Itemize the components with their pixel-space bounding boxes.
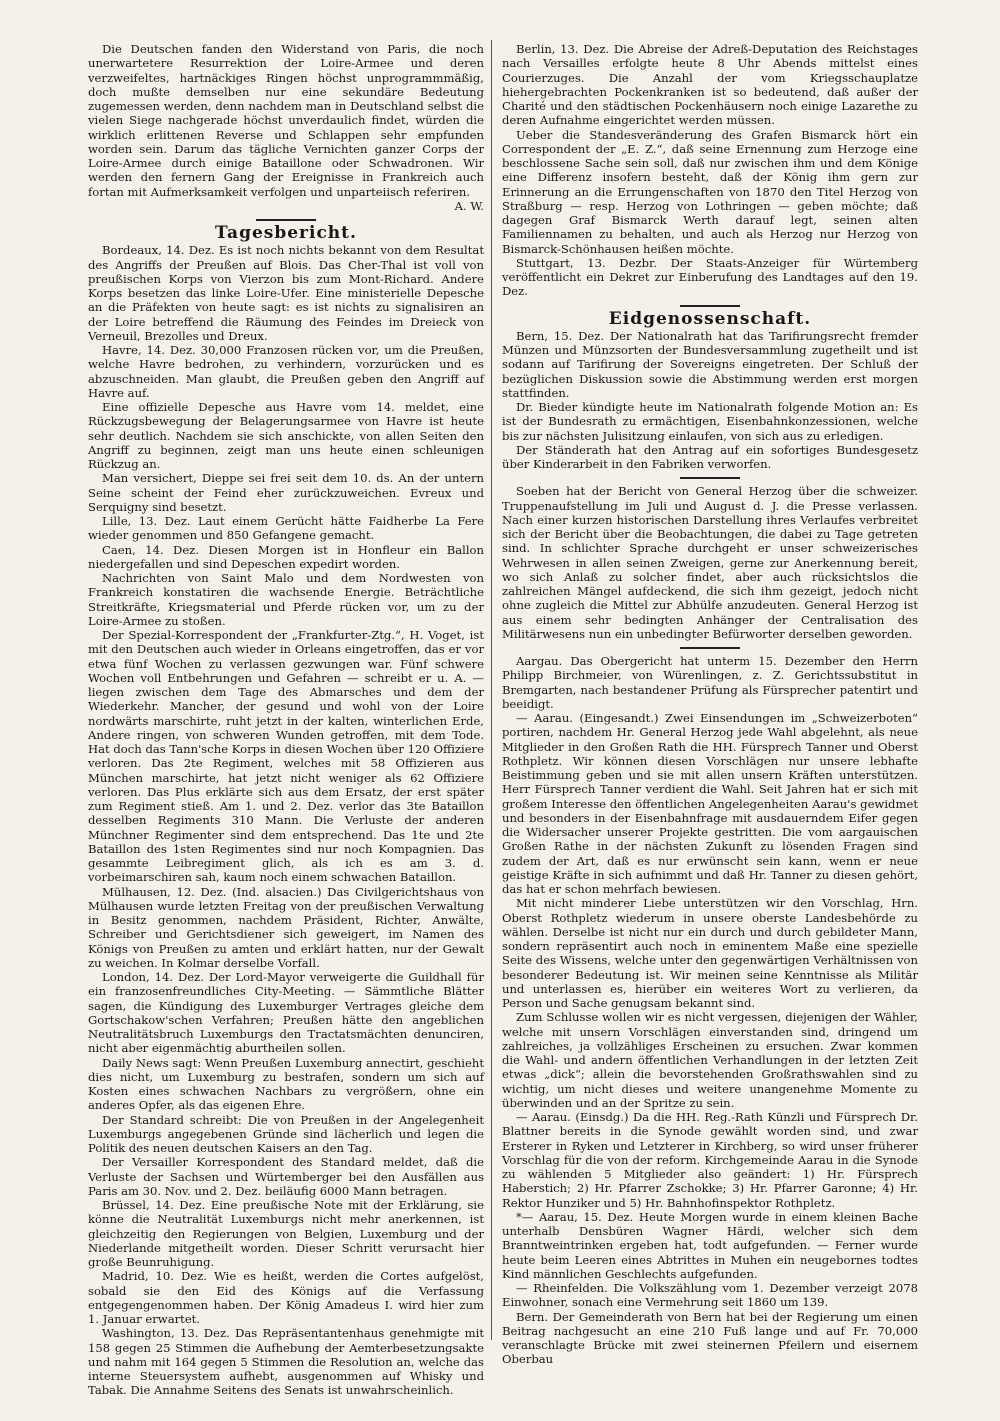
news-paragraph: Stuttgart, 13. Dezbr. Der Staats-Anzeiger für Würtemberg veröffentlicht ein Dekret zur Einberufung des Landtages auf den 19. Dez. bbox=[502, 255, 918, 299]
news-paragraph: Caen, 14. Dez. Diesen Morgen ist in Honfleur ein Ballon niedergefallen und sind Depeschen expedirt worden. bbox=[88, 542, 484, 571]
section-separator bbox=[680, 647, 740, 649]
intro-paragraph: Die Deutschen fanden den Widerstand von Paris, die noch unerwartetere Resurrektion der Loire-Armee und deren verzweifeltes, hartnäckiges Ringen höchst unprogrammmäßig, doch mußte demselben nur eine sekundäre Bedeutung zugemessen werden, denn nachdem man in Deutschland selbst die vielen Siege nachgerade höchst unverdaulich findet, würden die wirklich erlittenen Reverse und Schlappen sehr empfunden worden sein. Darum das tägliche Vernichten ganzer Corps der Loire-Armee durch einige Bataillone oder Schwadronen. Wir werden den fernern Gang der Ereignisse in Frankreich auch fortan mit Aufmerksamkeit verfolgen und unparteiisch referiren. bbox=[88, 42, 484, 199]
news-paragraph: *— Aarau, 15. Dez. Heute Morgen wurde in einem kleinen Bache unterhalb Densbüren Wagner Härdi, welcher sich dem Branntweintrinken ergeben hat, todt aufgefunden. — Ferner wurde heute beim Leeren eines Abtrittes in Muhen ein neugebornes todtes Kind männlichen Geschlechts aufgefunden. bbox=[502, 1209, 918, 1281]
news-paragraph: Lille, 13. Dez. Laut einem Gerücht hätte Faidherbe La Fere wieder genommen und 850 Gefangene gemacht. bbox=[88, 514, 484, 543]
news-paragraph: Havre, 14. Dez. 30,000 Franzosen rücken vor, um die Preußen, welche Havre bedrohen, zu verhindern, vorzurücken und es abzuschneiden. Man glaubt, die Preußen geben den Angriff auf Havre auf. bbox=[88, 343, 484, 400]
news-paragraph: Berlin, 13. Dez. Die Abreise der Adreß-Deputation des Reichstages nach Versailles erfolgte heute 8 Uhr Abends mittelst eines Courierzuges. Die Anzahl der vom Kriegsschauplatze hiehergebrachten Pockenkranken ist so bedeutend, daß außer der Charité und den städtischen Pockenhäusern noch einige Lazarethe zu deren Aufnahme eingerichtet werden müssen. bbox=[502, 42, 918, 128]
section-heading-eidgenossenschaft: Eidgenossenschaft. bbox=[608, 308, 812, 329]
news-paragraph: Brüssel, 14. Dez. Eine preußische Note mit der Erklärung, sie könne die Neutralität Luxemburgs nicht mehr anerkennen, ist gleichzeitig den Regierungen von Belgien, Luxemburg und der Niederlande mitgetheilt worden. Dieser Schritt verursacht hier große Beunruhigung. bbox=[88, 1198, 484, 1269]
news-paragraph: Bern. Der Gemeinderath von Bern hat bei der Regierung um einen Beitrag nachgesucht an eine 210 Fuß lange und auf Fr. 70,000 veranschlagte Brücke mit zwei steinernen Pfeilern und eisernem Oberbau bbox=[502, 1309, 918, 1367]
news-paragraph: Bern, 15. Dez. Der Nationalrath hat das Tarifirungsrecht fremder Münzen und Münzsorten der Bundesversammlung zugetheilt und ist sodann auf Tarifirung der Sovereigns eingetreten. Der Schluß der bezüglichen Diskussion sowie die Abstimmung werden erst morgen stattfinden. bbox=[502, 328, 918, 400]
news-paragraph: Daily News sagt: Wenn Preußen Luxemburg annectirt, geschieht dies nicht, um Luxemburg zu bestrafen, sondern um sich auf Kosten eines schwachen Nachbars zu vergrößern, ohne ein anderes Opfer, als das eigenen Ehre. bbox=[88, 1055, 484, 1113]
news-paragraph: Dr. Bieder kündigte heute im Nationalrath folgende Motion an: Es ist der Bundesrath zu ermächtigen, Eisenbahnkonzessionen, welche bis zur nächsten Julisitzung einlaufen, von sich aus zu erledigen. bbox=[502, 400, 918, 443]
author-signature: A. W. bbox=[454, 198, 484, 213]
news-paragraph: London, 14. Dez. Der Lord-Mayor verweigerte die Guildhall für ein franzosenfreundliches City-Meeting. — Sämmtliche Blätter sagen, die Kündigung des Luxemburger Vertrages gleiche dem Gortschakow'schen Verfahren; Preußen hätte den angeblichen Neutralitätsbruch Luxemburgs den Tractatsmächten denunciren, nicht aber eigenmächtig aburtheilen sollen. bbox=[88, 970, 484, 1056]
news-paragraph: Bordeaux, 14. Dez. Es ist noch nichts bekannt von dem Resultat des Angriffs der Preußen auf Blois. Das Cher-Thal ist voll von preußischen Korps von Vierzon bis zum Mont-Richard. Andere Korps besetzen das linke Loire-Ufer. Eine ministerielle Depesche an die Präfekten von heute sagt: es ist nichts zu signalisiren an der Loire betreffend die Räumung des Feindes im Dreieck von Verneuil, Brezolles und Dreux. bbox=[88, 243, 484, 343]
news-paragraph: Der Spezial-Korrespondent der „Frankfurter-Ztg.“, H. Voget, ist mit den Deutschen auch wieder in Orleans eingetroffen, das er vor etwa fünf Wochen zu verlassen gezwungen war. Fünf schwere Wochen voll Entbehrungen und Gefahren — schreibt er u. A. — liegen zwischen dem Tage des Abmarsches und dem der Wiederkehr. Mancher, der gesund und wohl von der Loire nordwärts marschirte, ruht jetzt in der kalten, winterlichen Erde, Andere ringen, von schweren Wunden getroffen, mit dem Tode. Hat doch das Tann'sche Korps in diesen Wochen über 120 Offiziere verloren. Das 2te Regiment, welches mit 58 Offizieren aus München marschirte, hat jetzt nicht weniger als 62 Offiziere verloren. Das Plus erklärte sich aus dem Ersatz, der erst später zum Regiment stieß. Am 1. und 2. Dez. verlor das 3te Bataillon desselben Regiments 310 Mann. Die Verluste der anderen Münchner Regimenter sind dem entsprechend. Das 1te und 2te Bataillon des 1sten Regimentes sind nur noch Kompagnien. Das gesammte Leibregiment glich, als ich es am 3. d. vorbeimarschiren sah, kaum noch einem schwachen Bataillon. bbox=[88, 628, 484, 885]
column-divider bbox=[491, 40, 492, 1340]
right-column bbox=[502, 42, 918, 1367]
news-paragraph: Der Standard schreibt: Die von Preußen in der Angelegenheit Luxemburgs angegebenen Gründe sind lächerlich und legen die Politik des neuen deutschen Kaisers an den Tag. bbox=[88, 1112, 484, 1155]
news-paragraph: Eine offizielle Depesche aus Havre vom 14. meldet, eine Rückzugsbewegung der Belagerungsarmee von Havre ist heute sehr deutlich. Nachdem sie sich anschickte, von allen Seiten den Angriff zu beginnen, zeigt man uns heute einen schleunigen Rückzug an. bbox=[88, 400, 484, 471]
news-paragraph: — Aarau. (Einsdg.) Da die HH. Reg.-Rath Künzli und Fürsprech Dr. Blattner bereits in die Synode gewählt worden sind, und zwar Ersterer in Ryken und Letzterer in Kirchberg, so wird unser früherer Vorschlag für die von der reform. Kirchgemeinde Aarau in die Synode zu wählenden 5 Mitglieder also geändert: 1) Hr. Fürsprech Haberstich; 2) Hr. Pfarrer Zschokke; 3) Hr. Pfarrer Garonne; 4) Hr. Rektor Hunziker und 5) Hr. Bahnhofinspektor Rothpletz. bbox=[502, 1110, 918, 1210]
news-paragraph: Soeben hat der Bericht von General Herzog über die schweizer. Truppenaufstellung im Juli und August d. J. die Presse verlassen. Nach einer kurzen historischen Darstellung ihres Verlaufes verbreitet sich der Bericht über die Beobachtungen, die dabei zu Tage getreten sind. In schlichter Sprache durchgeht er unser schweizerisches Wehrwesen in allen seinen Zweigen, gerne zur Anerkennung bereit, wo sich Anlaß zu solcher findet, aber auch rücksichtslos die zahlreichen Mängel aufdeckend, die sich ihm gezeigt, jedoch nicht ohne zugleich die Mittel zur Abhülfe anzudeuten. General Herzog ist aus einem sehr bedingten Anhänger der Centralisation des Militärwesens nun ein unbedingter Befürworter derselben geworden. bbox=[502, 484, 918, 641]
news-paragraph: Washington, 13. Dez. Das Repräsentantenhaus genehmigte mit 158 gegen 25 Stimmen die Aufhebung der Aemterbesetzungsakte und nahm mit 164 gegen 5 Stimmen die Resolution an, welche das interne Steuersystem aufhebt, ausgenommen auf Whisky und Tabak. Die Annahme Seitens des Senats ist unwahrscheinlich. bbox=[88, 1326, 484, 1398]
section-separator bbox=[680, 305, 740, 307]
news-paragraph: — Rheinfelden. Die Volkszählung vom 1. Dezember verzeigt 2078 Einwohner, sonach eine Vermehrung seit 1860 um 139. bbox=[502, 1281, 918, 1310]
news-paragraph: Madrid, 10. Dez. Wie es heißt, werden die Cortes aufgelöst, sobald sie den Eid des Königs auf die Verfassung entgegengenommen haben. Der König Amadeus I. wird hier zum 1. Januar erwartet. bbox=[88, 1269, 484, 1326]
news-paragraph: Zum Schlusse wollen wir es nicht vergessen, diejenigen der Wähler, welche mit unsern Vorschlägen einverstanden sind, dringend um zahlreiches, ja vollzähliges Erscheinen zu ersuchen. Zwar kommen die Wahl- und andern öffentlichen Verhandlungen in der letzten Zeit etwas „dick“; allein die bevorstehenden Großrathswahlen sind zu wichtig, um nicht dieses und weitere unangenehme Momente zu überwinden und an der Spritze zu sein. bbox=[502, 1010, 918, 1110]
section-separator bbox=[680, 477, 740, 479]
news-paragraph: — Aarau. (Eingesandt.) Zwei Einsendungen im „Schweizerboten“ portiren, nachdem Hr. General Herzog jede Wahl abgelehnt, als neue Mitglieder in den Großen Rath die HH. Fürsprech Tanner und Oberst Rothpletz. Wir können diesen Vorschlägen nur unsere lebhafte Beistimmung geben und sie mit allen unsern Kräften unterstützen. Herr Fürsprech Tanner verdient die Wahl. Seit Jahren hat er sich mit großem Interesse den öffentlichen Angelegenheiten Aarau's gewidmet und besonders in der Eisenbahnfrage mit ausdauerndem Eifer gegen die Widersacher unserer Projekte gestritten. Die vom aargauischen Großen Rathe in der nächsten Zukunft zu lösenden Fragen sind zudem der Art, daß es nur erwünscht sein kann, wenn er neue geistige Kräfte in sich aufnimmt und daß Hr. Tanner zu diesen gehört, das hat er schon mehrfach bewiesen. bbox=[502, 711, 918, 896]
news-paragraph: Aargau. Das Obergericht hat unterm 15. Dezember den Herrn Philipp Birchmeier, von Würenlingen, z. Z. Gerichtssubstitut in Bremgarten, nach bestandener Prüfung als Fürsprecher patentirt und beeidigt. bbox=[502, 654, 918, 711]
section-heading-tagesbericht: Tagesbericht. bbox=[215, 223, 357, 243]
news-paragraph: Mülhausen, 12. Dez. (Ind. alsacien.) Das Civilgerichtshaus von Mülhausen wurde letzten Freitag von der preußischen Verwaltung in Besitz genommen, nachdem Präsident, Richter, Anwälte, Schreiber und Gerichtsdiener sich geweigert, im Namen des Königs von Preußen zu amten und erklärt hatten, nur der Gewalt zu weichen. In Kolmar derselbe Vorfall. bbox=[88, 884, 484, 970]
news-paragraph: Man versichert, Dieppe sei frei seit dem 10. ds. An der untern Seine scheint der Feind eher zurückzuweichen. Evreux und Serquigny sind besetzt. bbox=[88, 471, 484, 514]
news-paragraph: Nachrichten von Saint Malo und dem Nordwesten von Frankreich konstatiren die wachsende Energie. Beträchtliche Streitkräfte, Kriegsmaterial und Pferde rücken vor, um zu der Loire-Armee zu stoßen. bbox=[88, 571, 484, 628]
left-column bbox=[88, 42, 484, 1398]
news-paragraph: Der Versailler Korrespondent des Standard meldet, daß die Verluste der Sachsen und Würtemberger bei den Ausfällen aus Paris am 30. Nov. und 2. Dez. beiläufig 6000 Mann betragen. bbox=[88, 1155, 484, 1198]
section-separator bbox=[256, 219, 316, 221]
news-paragraph: Der Ständerath hat den Antrag auf ein sofortiges Bundesgesetz über Kinderarbeit in den Fabriken verworfen. bbox=[502, 442, 918, 471]
news-paragraph: Ueber die Standesveränderung des Grafen Bismarck hört ein Correspondent der „E. Z.“, daß seine Ernennung zum Herzoge eine beschlossene Sache sein soll, daß nur zwischen ihm und dem Könige eine Differenz insofern besteht, daß der König ihm gern zur Erinnerung an die Errungenschaften von 1870 den Titel Herzog von Straßburg — resp. Herzog von Lothringen — geben möchte; daß dagegen Graf Bismarck Werth darauf legt, seinen alten Familiennamen zu behalten, und auch als Herzog nur Herzog von Bismarck-Schönhausen heißen möchte. bbox=[502, 127, 918, 256]
news-paragraph: Mit nicht minderer Liebe unterstützen wir den Vorschlag, Hrn. Oberst Rothpletz wiederum in unsere oberste Landesbehörde zu wählen. Derselbe ist nicht nur ein durch und durch gebildeter Mann, sondern repräsentirt auch noch in eminentem Maße eine spezielle Seite des Wissens, welche unter den gegenwärtigen Verhältnissen von besonderer Bedeutung ist. Wir meinen seine Kenntnisse als Militär und unterlassen es, hierüber ein weiteres Wort zu verlieren, da Person und Sache genugsam bekannt sind. bbox=[502, 896, 918, 1010]
